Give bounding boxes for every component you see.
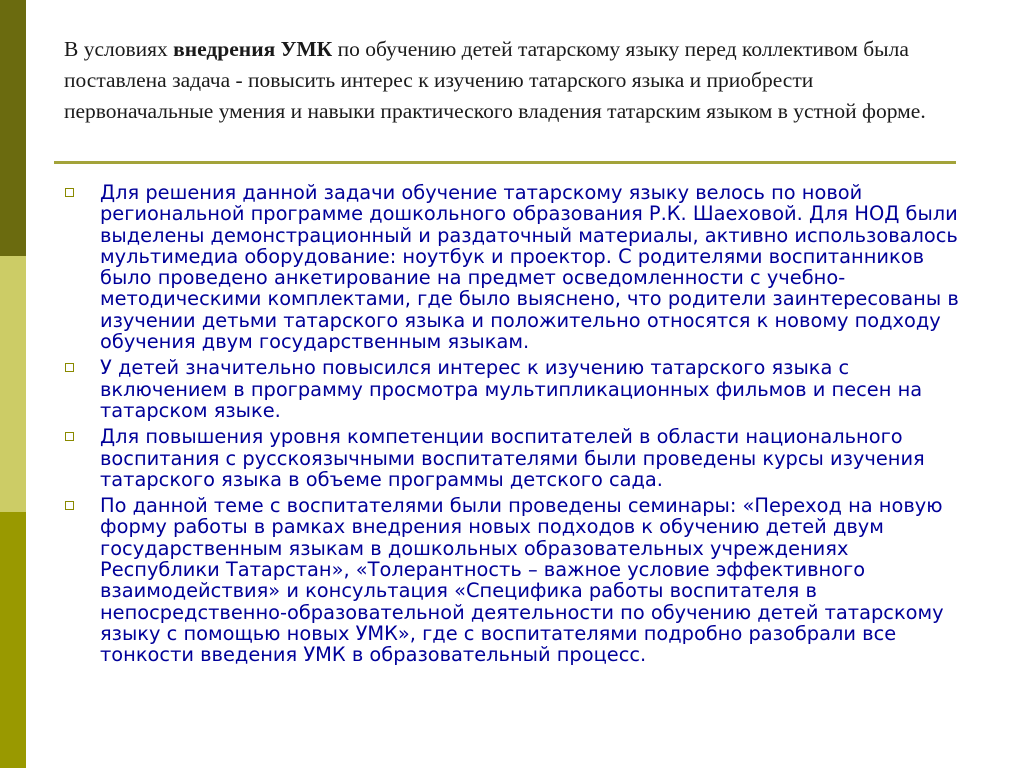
bullet-item-1 <box>62 182 967 352</box>
square-bullet-icon <box>65 432 74 441</box>
bullet-text: По данной теме с воспитателями были проведены семинары: «Переход на новую форму работы в рамках внедрения новых подходов к обучению детей двум государственным языкам в дошкольных образовательных учреждениях Республики Татарстан», «Толерантность – важное условие эффективного взаимодействия» и консультация «Специфика работы воспитателя в непосредственно-образовательной деятельности по обучению детей татарскому языку с помощью новых УМК», где с воспитателями подробно разобрали все тонкости введения УМК в образовательный процесс. <box>100 494 944 667</box>
bullet-item-3 <box>62 426 967 490</box>
title-divider <box>54 161 956 164</box>
bullet-text: У детей значительно повысился интерес к изучению татарского языка с включением в программу просмотра мультипликационных фильмов и песен на татарском языке. <box>100 356 923 422</box>
square-bullet-icon <box>65 188 74 197</box>
bullet-item-4 <box>62 495 967 665</box>
left-stripe-middle <box>0 256 26 512</box>
title-part-2: по обучению детей татарскому языку перед коллективом была поставлена задача - повысить интерес к изучению татарского языка и приобрести первоначальные умения и навыки практического владения татарским языком в устной форме. <box>64 37 926 123</box>
square-bullet-icon <box>65 501 74 510</box>
slide-title <box>64 34 964 127</box>
title-bold: внедрения УМК <box>173 37 333 61</box>
title-part-1: В условиях <box>64 37 174 61</box>
square-bullet-icon <box>65 363 74 372</box>
left-stripe-top <box>0 0 26 256</box>
bullet-text: Для повышения уровня компетенции воспитателей в области национального воспитания с русскоязычными воспитателями были проведены курсы изучения татарского языка в объеме программы детского сада. <box>100 425 925 491</box>
bullet-list <box>62 182 967 671</box>
bullet-item-2 <box>62 357 967 421</box>
left-stripe-bottom <box>0 512 26 768</box>
bullet-text: Для решения данной задачи обучение татарскому языку велось по новой региональной программе дошкольного образования Р.К. Шаеховой. Для НОД были выделены демонстрационный и раздаточный материалы, активно использовалось мультимедиа оборудование: ноутбук и проектор. С родителями воспитанников было проведено анкетирование на предмет осведомленности с учебно-методическими комплектами, где было выяснено, что родители заинтересованы в изучении детьми татарского языка и положительно относятся к новому подходу обучения двум государственным языкам. <box>100 181 959 354</box>
